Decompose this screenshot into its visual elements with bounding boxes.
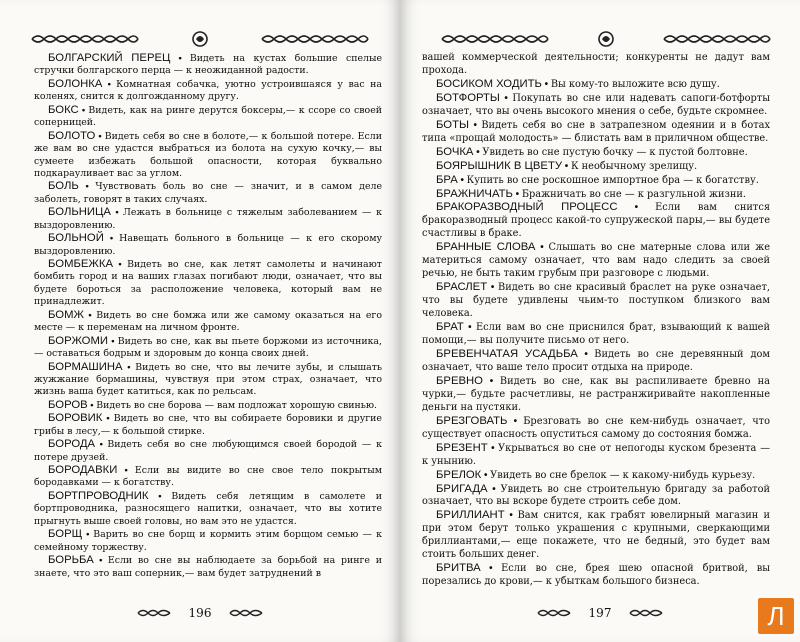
entry-definition: Навещать больного в больнице — к его скорому выздоровлению.	[34, 233, 383, 257]
entry-term: БОМБЕЖКА	[48, 258, 113, 270]
entry-definition: Купить во сне роскошное импортное бра — к богатству.	[466, 174, 759, 186]
entry-definition: Видеть во сне, как вы распиливаете бревно на чурки,— будьте расчетливы, не растранжиривайте накопленные деньги на пустяки.	[422, 375, 771, 413]
dictionary-entry	[34, 258, 382, 309]
dictionary-entry	[34, 232, 382, 258]
dictionary-entry	[422, 188, 770, 202]
entry-term: БОРТПРОВОДНИК	[48, 489, 149, 502]
bullet-icon: •	[82, 528, 94, 540]
entry-definition: Видеть на кустах большие спелые стручки болгарского перца — к неожиданной радости.	[34, 53, 382, 77]
ornament-band-icon	[662, 32, 772, 46]
entry-definition: Если во сне вы наблюдаете за борьбой на ринге и знаете, что это ваш соперник,— вам будет затруднений в	[34, 555, 383, 579]
bullet-icon: •	[512, 188, 522, 200]
entry-definition: Видеть во сне красивый браслет на руке означает, что вы будете удивлены чьим-то поступком близкого вам человека.	[422, 282, 771, 320]
entry-definition: Вы кому-то выложите всю душу.	[550, 78, 720, 90]
entry-definition: К необычному зрелищу.	[570, 160, 698, 172]
dictionary-entry	[422, 483, 770, 510]
entry-definition: Брезговать во сне кем-нибудь означает, что существует опасность опуститься самому до состояния бомжа.	[422, 415, 770, 440]
ornament-band-icon	[30, 32, 140, 46]
entry-term: БРАЖНИЧАТЬ	[436, 187, 513, 200]
bullet-icon: •	[102, 77, 117, 89]
entry-definition: Покупать во сне или надевать сапоги-ботфорты означает, что вы очень высокого мнения о себе, будьте скромнее.	[422, 92, 770, 117]
dictionary-entry	[422, 146, 770, 160]
bullet-icon: •	[107, 334, 118, 346]
entry-term: БРАТ	[436, 321, 464, 334]
bullet-icon: •	[504, 510, 518, 522]
entry-term: БОСИКОМ ХОДИТЬ	[436, 77, 542, 90]
dictionary-entry	[422, 375, 770, 415]
lead-in-text: вашей коммерческой деятельности; конкуренты не дадут вам прохода.	[422, 52, 770, 76]
bullet-icon: •	[468, 119, 482, 131]
entry-definition: Видеть себя во сне в болоте,— к большой потере. Если же вам во сне удастся выбраться из болота на сухую кочку,— вы сумеете избежать большой опасности, которая буквально подкарауливает вас за углом.	[34, 130, 382, 179]
dictionary-entry	[34, 554, 382, 580]
entry-definition: Увидеть во сне пустую бочку — к пустой болтовне.	[482, 146, 748, 158]
bullet-icon: •	[148, 489, 172, 501]
left-entries	[34, 52, 382, 580]
entry-term: БОРЖОМИ	[48, 334, 108, 347]
bullet-icon: •	[83, 308, 97, 320]
entry-term: БОЛОТО	[48, 129, 96, 142]
bullet-icon: •	[482, 375, 500, 387]
dictionary-entry	[422, 119, 770, 146]
entry-term: БРИТВА	[436, 562, 481, 575]
entry-definition: Лежать в больнице с тяжелым заболеванием — к выздоровлению.	[34, 207, 382, 231]
entry-definition: Видеть себя летящим в самолете и бортпроводника, разносящего напитки, означает, что вы хотите прыгнуть выше своей головы, но вам это не удастся.	[34, 490, 382, 527]
dictionary-entry	[34, 206, 382, 232]
dictionary-entry	[34, 438, 382, 464]
entry-term: БОРМАШИНА	[48, 360, 123, 373]
entry-term: БОМЖ	[48, 308, 84, 321]
footer-ornament-icon	[537, 608, 571, 618]
dictionary-entry	[422, 201, 770, 241]
entry-term: БОРОДАВКИ	[48, 464, 118, 476]
bullet-icon: •	[112, 258, 128, 269]
entry-term: БОЛЬНИЦА	[48, 206, 111, 219]
dictionary-entry	[34, 412, 382, 438]
dictionary-entry	[422, 415, 770, 442]
dictionary-entry	[422, 92, 770, 119]
bullet-icon: •	[577, 348, 595, 360]
bullet-icon: •	[87, 398, 97, 410]
dictionary-entry	[34, 528, 382, 554]
dictionary-entry	[34, 104, 382, 130]
header-ornament	[400, 30, 800, 48]
dictionary-entry	[34, 130, 382, 181]
bullet-icon: •	[473, 146, 483, 158]
entry-definition: Варить во сне борщ и кормить этим борщом семью — к семейному торжеству.	[34, 529, 382, 553]
page-footer	[0, 606, 400, 620]
entry-definition: Вам снится, как грабят ювелирный магазин и при этом берут только украшения с крупными, сверкающими бриллиантами,— еще покажете, что не бедный, это будет вам стоить больших денег.	[422, 510, 770, 561]
dictionary-entry	[422, 241, 770, 281]
entry-definition: Видеть во сне, как вы пьете боржоми из источника,— оставаться бодрым и здоровым до конца своих дней.	[34, 335, 383, 360]
dictionary-entry	[34, 78, 382, 104]
entry-term: БОЧКА	[436, 145, 474, 158]
entry-term: БРАННЫЕ СЛОВА	[436, 241, 536, 254]
dictionary-entry	[34, 464, 382, 490]
dictionary-entry	[422, 348, 770, 375]
bullet-icon: •	[170, 52, 190, 63]
entry-term: БРЕВЕНЧАТАЯ УСАДЬБА	[436, 347, 578, 360]
bullet-icon: •	[499, 92, 513, 104]
entry-definition: Увидеть во сне строительную бригаду за работой означает, что вы вскоре будете строить себе дом.	[422, 483, 770, 508]
bullet-icon: •	[117, 464, 135, 475]
entry-definition: Чувствовать боль во сне — значит, и в самом деле заболеть, говорят в таких случаях.	[34, 181, 382, 205]
entry-term: БОРЬБА	[48, 554, 94, 567]
entry-definition: Видеть во сне борова — вам подложат хорошую свинью.	[96, 399, 377, 411]
bullet-icon: •	[617, 202, 656, 214]
entry-definition: Увидеть во сне брелок — к какому-нибудь курьезу.	[490, 469, 756, 481]
entry-definition: Укрываться во сне от непогоды куском брезента — к унынию.	[422, 442, 770, 467]
entry-term: БРАСЛЕТ	[436, 281, 488, 294]
emblem-icon	[191, 30, 209, 48]
entry-definition: Видеть во сне деревянный дом означает, что ваше тело просит отдыха на природе.	[422, 348, 770, 373]
entry-term: БРЕВНО	[436, 374, 483, 387]
entry-definition: Если во сне, брея шею опасной бритвой, вы порезались до крови,— к убыткам большого бизнеса.	[422, 563, 771, 588]
entry-term: БОЛЬ	[48, 180, 79, 193]
entry-term: БОРЩ	[48, 528, 83, 541]
bullet-icon: •	[487, 282, 499, 294]
entry-term: БРИГАДА	[436, 482, 488, 495]
dictionary-entry	[422, 509, 770, 562]
ornament-band-icon	[260, 32, 370, 46]
dictionary-entry	[34, 52, 382, 78]
dictionary-entry	[422, 321, 770, 348]
entry-definition: Если вы видите во сне свое тело покрытым бородавками — к богатству.	[34, 465, 382, 489]
entry-term: БРА	[436, 173, 458, 186]
entry-definition: Бражничать во сне — к разгульной жизни.	[521, 188, 747, 200]
entry-definition: Если вам снится бракоразводный процесс какой-то супружеской пары,— вы будете счастливы в браке.	[422, 202, 771, 240]
bullet-icon: •	[103, 232, 120, 244]
entry-term: БОРОВ	[48, 398, 88, 411]
dictionary-entry	[34, 309, 382, 335]
entry-term: БРИЛЛИАНТ	[436, 509, 505, 522]
page-number: 196	[188, 606, 212, 620]
entry-term: БРЕЗГОВАТЬ	[436, 414, 508, 427]
dictionary-entry	[422, 160, 770, 174]
ornament-band-icon	[440, 32, 550, 46]
entry-term: БОЛГАРСКИЙ ПЕРЕЦ	[48, 52, 171, 64]
entry-definition: Видеть себя во сне любующимся своей бородой — к потере друзей.	[34, 439, 382, 463]
bullet-icon: •	[487, 442, 499, 454]
entry-definition: Видеть, как на ринге дерутся боксеры,— к ссоре со своей соперницей.	[34, 104, 382, 129]
dictionary-entry	[422, 281, 770, 321]
dictionary-entry	[34, 399, 382, 412]
entry-definition: Видеть во сне бомжа или же самому оказаться на его месте — к переменам на личном фронте.	[34, 309, 382, 334]
page-footer	[400, 606, 800, 620]
bullet-icon: •	[541, 78, 551, 90]
bullet-icon: •	[562, 160, 571, 172]
emblem-icon	[597, 30, 615, 48]
dictionary-entry	[34, 180, 382, 206]
entry-term: БОТЫ	[436, 118, 469, 131]
bullet-icon: •	[481, 469, 491, 481]
entry-term: БОЛОНКА	[48, 77, 103, 90]
entry-term: БРАКОРАЗВОДНЫЙ ПРОЦЕСС	[436, 201, 618, 214]
bullet-icon: •	[507, 415, 524, 427]
dictionary-entry	[34, 335, 382, 361]
bullet-icon: •	[463, 322, 477, 334]
dictionary-entry	[34, 361, 382, 399]
dictionary-entry	[422, 174, 770, 188]
bullet-icon: •	[102, 412, 114, 424]
entry-term: БОКС	[48, 103, 79, 116]
entry-term: БОЛЬНОЙ	[48, 232, 104, 245]
bullet-icon: •	[480, 563, 502, 575]
bullet-icon: •	[122, 360, 136, 372]
footer-ornament-icon	[137, 608, 171, 618]
publisher-logo[interactable]: Л	[758, 598, 794, 634]
bullet-icon: •	[95, 438, 108, 450]
entry-term: БОТФОРТЫ	[436, 91, 500, 104]
header-ornament	[0, 30, 400, 48]
entry-term: БОЯРЫШНИК В ЦВЕТУ	[436, 159, 563, 172]
right-page	[400, 0, 800, 642]
dictionary-entry	[34, 490, 382, 528]
bullet-icon: •	[78, 180, 96, 192]
right-entries	[422, 52, 770, 589]
entry-definition: Видеть себя во сне в затрапезном одеянии и в ботах типа «прощай молодость» — блистать вам в приличном обществе.	[422, 119, 770, 144]
bullet-icon: •	[78, 103, 89, 115]
entry-definition: Слышать во сне матерные слова или же материться самому означает, что вам надо следить за своей речью, не быть таким грубым при разговоре с людьми.	[422, 242, 771, 280]
footer-ornament-icon	[229, 608, 263, 618]
entry-term: БРЕЛОК	[436, 468, 482, 481]
bullet-icon: •	[95, 129, 105, 141]
entry-definition: Комнатная собачка, уютно устроившаяся у вас на коленях, снится к долгожданному другу.	[34, 78, 383, 103]
bullet-icon: •	[535, 242, 549, 254]
dictionary-entry	[422, 78, 770, 92]
entry-definition: Если вам во сне приснился брат, взывающий к вашей помощи,— вы получите письмо от него.	[422, 322, 770, 347]
bullet-icon: •	[110, 206, 123, 218]
entry-term: БРЕЗЕНТ	[436, 441, 488, 454]
bullet-icon: •	[93, 554, 108, 566]
bullet-icon: •	[487, 483, 501, 495]
footer-ornament-icon	[629, 608, 663, 618]
entry-definition: Видеть во сне, что вы лечите зубы, и слышать жужжание бормашины, чувствуя при этом страх, означает, что жизнь ваша будет катиться, как по рельсам.	[34, 361, 383, 398]
entry-term: БОРОДА	[48, 438, 96, 451]
entry-definition: Видеть во сне, как летят самолеты и начинают бомбить город и на ваших глазах погибают люди, означает, что вы будете бороться за расположение человека, который вам не принадлежит.	[34, 259, 382, 308]
page-number: 197	[588, 606, 612, 620]
bullet-icon: •	[457, 174, 467, 186]
dictionary-entry	[422, 442, 770, 469]
entry-definition: Видеть во сне, что вы собираете боровики и другие грибы в лесу,— к большой стирке.	[34, 413, 382, 437]
dictionary-entry	[422, 469, 770, 483]
dictionary-entry	[422, 562, 770, 589]
entry-term: БОРОВИК	[48, 412, 103, 425]
